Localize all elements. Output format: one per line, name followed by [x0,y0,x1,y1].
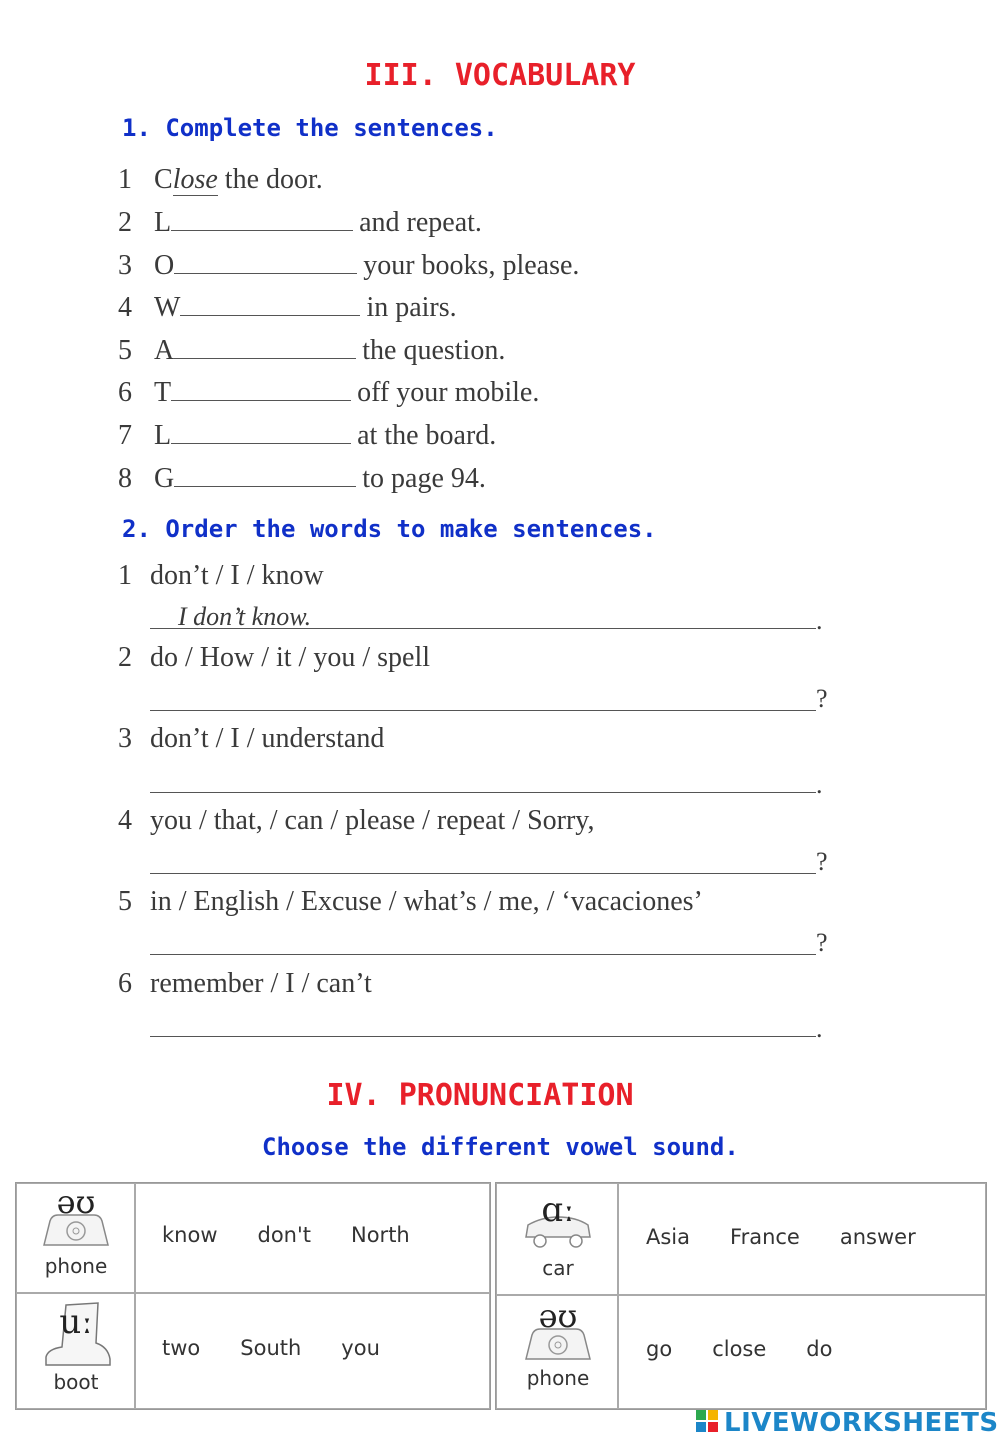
word-option[interactable]: know [162,1223,218,1247]
word-option[interactable]: two [162,1336,201,1360]
list-item [118,205,482,241]
boot-icon [30,1297,122,1394]
list-item [118,333,505,369]
item-rest: in pairs. [366,292,457,323]
word-list: in / English / Excuse / what’s / me, / ‘vacaciones’ [150,886,703,917]
item-prefix: G [154,463,175,494]
answer-input[interactable] [150,792,816,793]
ipa-symbol: əʊ [538,1299,578,1335]
answer-input[interactable] [171,376,351,401]
telephone-icon [30,1187,122,1278]
symbol-label: boot [53,1370,99,1394]
ipa-symbol: ɑː [541,1190,575,1230]
word-options [646,1337,872,1361]
answer-input[interactable] [174,334,356,359]
end-punctuation: ? [816,847,828,876]
question-words [118,886,703,918]
ipa-symbol: uː [59,1302,93,1342]
item-rest: at the board. [357,420,497,451]
item-prefix: C [154,164,173,195]
task2-title: 2. Order the words to make sentences. [122,515,657,543]
word-list: remember / I / can’t [150,968,372,999]
answer-input[interactable] [171,206,353,231]
symbol-label: phone [44,1254,108,1278]
example-answer: I don’t know. [178,602,312,631]
item-prefix: W [154,292,181,323]
item-number: 4 [118,805,132,836]
word-options [162,1336,420,1360]
car-icon [512,1187,604,1280]
answer-input[interactable] [171,419,351,444]
symbol-label: car [542,1256,574,1280]
end-punctuation: ? [816,684,828,713]
item-rest: your books, please. [363,250,580,281]
word-option[interactable]: France [730,1225,800,1249]
question-words [118,560,324,592]
word-list: don’t / I / know [150,560,324,591]
word-options [162,1223,450,1247]
item-number: 1 [118,560,132,591]
logo-icon [696,1410,720,1434]
item-number: 8 [118,463,132,494]
list-item [118,290,457,326]
list-item [118,248,579,284]
item-answer: lose [172,164,218,195]
end-punctuation: . [816,606,823,635]
word-option[interactable]: don't [257,1223,311,1247]
item-number: 1 [118,164,132,195]
item-number: 3 [118,250,132,281]
item-number: 6 [118,377,132,408]
item-rest: the door. [224,164,323,195]
item-number: 5 [118,886,132,917]
list-item [118,461,486,497]
answer-input[interactable] [150,628,816,629]
word-list: don’t / I / understand [150,723,385,754]
answer-input[interactable] [180,291,360,316]
word-option[interactable]: North [351,1223,410,1247]
task3-title: Choose the different vowel sound. [262,1133,739,1161]
answer-input[interactable] [150,710,816,711]
liveworksheets-logo [696,1408,999,1438]
item-prefix: O [154,250,175,281]
word-list: you / that, / can / please / repeat / Sorry, [150,805,595,836]
question-words [118,723,384,755]
answer-input[interactable] [174,462,356,487]
list-item [118,162,323,198]
end-punctuation: . [816,770,823,799]
item-rest: off your mobile. [357,377,540,408]
word-list: do / How / it / you / spell [150,642,430,673]
answer-input[interactable] [150,873,816,874]
vowel-table-left [15,1182,491,1410]
item-number: 2 [118,207,132,238]
question-words [118,642,430,674]
answer-input[interactable] [150,1036,816,1037]
item-prefix: L [154,420,172,451]
word-option[interactable]: close [712,1337,767,1361]
item-rest: the question. [362,335,506,366]
item-prefix: T [154,377,172,408]
word-option[interactable]: South [240,1336,302,1360]
word-options [646,1225,956,1249]
item-prefix: A [154,335,175,366]
item-number: 6 [118,968,132,999]
answer-input[interactable] [174,249,357,274]
list-item [118,375,539,411]
item-number: 7 [118,420,132,451]
section-title-pronunciation: IV. PRONUNCIATION [326,1078,634,1113]
item-number: 5 [118,335,132,366]
end-punctuation: ? [816,928,828,957]
telephone-icon [512,1299,604,1390]
item-rest: and repeat. [359,207,482,238]
word-option[interactable]: Asia [646,1225,691,1249]
word-option[interactable]: answer [839,1225,916,1249]
end-punctuation: . [816,1014,823,1043]
task1-title: 1. Complete the sentences. [122,114,498,142]
item-number: 2 [118,642,132,673]
ipa-symbol: əʊ [56,1187,96,1221]
question-words [118,805,595,837]
vowel-table-right [495,1182,987,1410]
item-number: 4 [118,292,132,323]
word-option[interactable]: you [341,1336,380,1360]
question-words [118,968,372,1000]
symbol-label: phone [526,1366,590,1390]
item-rest: to page 94. [362,463,486,494]
item-number: 3 [118,723,132,754]
section-title-vocabulary: III. VOCABULARY [364,58,636,93]
item-prefix: L [154,207,172,238]
word-option[interactable]: go [646,1337,673,1361]
answer-input[interactable] [150,954,816,955]
logo-text: LIVEWORKSHEETS [724,1408,999,1438]
list-item [118,418,496,454]
word-option[interactable]: do [806,1337,833,1361]
